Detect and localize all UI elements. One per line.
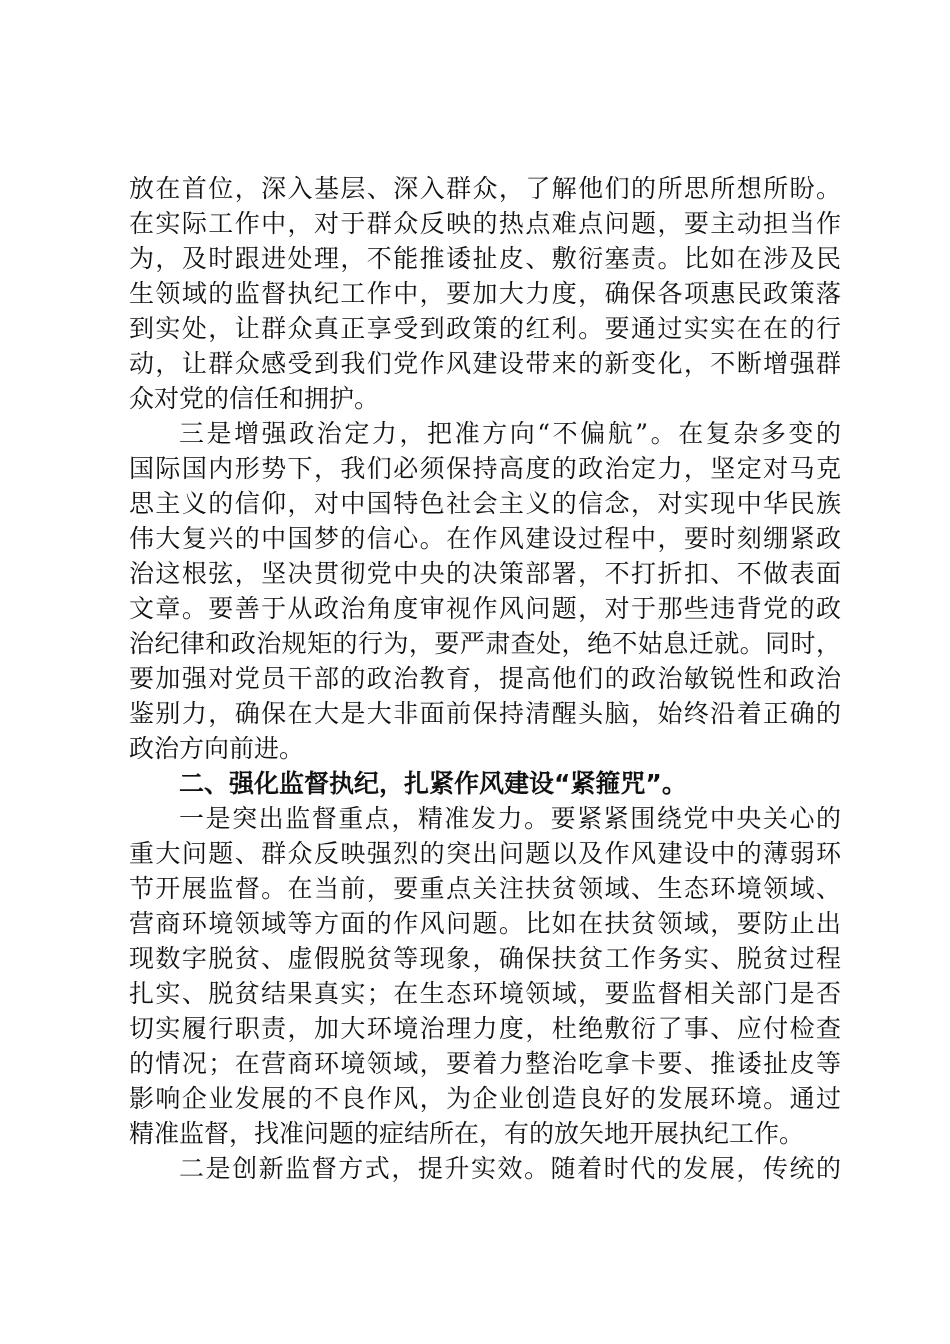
text-line: 一是突出监督重点，精准发力。要紧紧围绕党中央关心的 [179,804,841,833]
text-line: 要加强对党员干部的政治教育，提高他们的政治敏锐性和政治 [129,664,841,693]
text-line: 影响企业发展的不良作风，为企业创造良好的发展环境。通过 [129,1084,841,1113]
text-line: 现数字脱贫、虚假脱贫等现象，确保扶贫工作务实、脱贫过程 [129,944,841,973]
text-line: 鉴别力，确保在大是大非面前保持清醒头脑，始终沿着正确的 [129,699,841,728]
text-line: 国际国内形势下，我们必须保持高度的政治定力，坚定对马克 [129,454,841,483]
document-body [129,171,841,1186]
text-line: 治这根弦，坚决贯彻党中央的决策部署，不打折扣、不做表面 [129,559,841,588]
text-line: 营商环境领域等方面的作风问题。比如在扶贫领域，要防止出 [129,909,841,938]
text-line: 扎实、脱贫结果真实；在生态环境领域，要监督相关部门是否 [129,979,841,1008]
text-line: 治纪律和政治规矩的行为，要严肃查处，绝不姑息迁就。同时， [129,629,841,658]
section-heading: 二、强化监督执纪，扎紧作风建设“紧箍咒”。 [179,769,687,798]
text-line: 到实处，让群众真正享受到政策的红利。要通过实实在在的行 [129,314,841,343]
text-line: 二是创新监督方式，提升实效。随着时代的发展，传统的 [179,1154,841,1183]
text-line: 生领域的监督执纪工作中，要加大力度，确保各项惠民政策落 [129,279,841,308]
paragraph-3 [129,801,841,1151]
text-line: 伟大复兴的中国梦的信心。在作风建设过程中，要时刻绷紧政 [129,524,841,553]
paragraph-2 [129,416,841,766]
text-line: 在实际工作中，对于群众反映的热点难点问题，要主动担当作 [129,209,841,238]
text-line: 为，及时跟进处理，不能推诿扯皮、敷衍塞责。比如在涉及民 [129,244,841,273]
text-line: 动，让群众感受到我们党作风建设带来的新变化，不断增强群 [129,349,841,378]
text-line: 节开展监督。在当前，要重点关注扶贫领域、生态环境领域、 [129,874,841,903]
text-line: 文章。要善于从政治角度审视作风问题，对于那些违背党的政 [129,594,841,623]
text-line: 思主义的信仰，对中国特色社会主义的信念，对实现中华民族 [129,489,841,518]
paragraph-1 [129,171,841,416]
text-line: 切实履行职责，加大环境治理力度，杜绝敷衍了事、应付检查 [129,1014,841,1043]
text-line: 的情况；在营商环境领域，要着力整治吃拿卡要、推诿扯皮等 [129,1049,841,1078]
text-line: 众对党的信任和拥护。 [129,384,380,413]
text-line: 精准监督，找准问题的症结所在，有的放矢地开展执纪工作。 [129,1119,805,1148]
paragraph-4 [129,1151,841,1186]
text-line: 政治方向前进。 [129,734,305,763]
text-line: 重大问题、群众反映强烈的突出问题以及作风建设中的薄弱环 [129,839,841,868]
text-line: 放在首位，深入基层、深入群众，了解他们的所思所想所盼。 [129,174,841,203]
text-line: 三是增强政治定力，把准方向“不偏航”。在复杂多变的 [179,419,841,448]
